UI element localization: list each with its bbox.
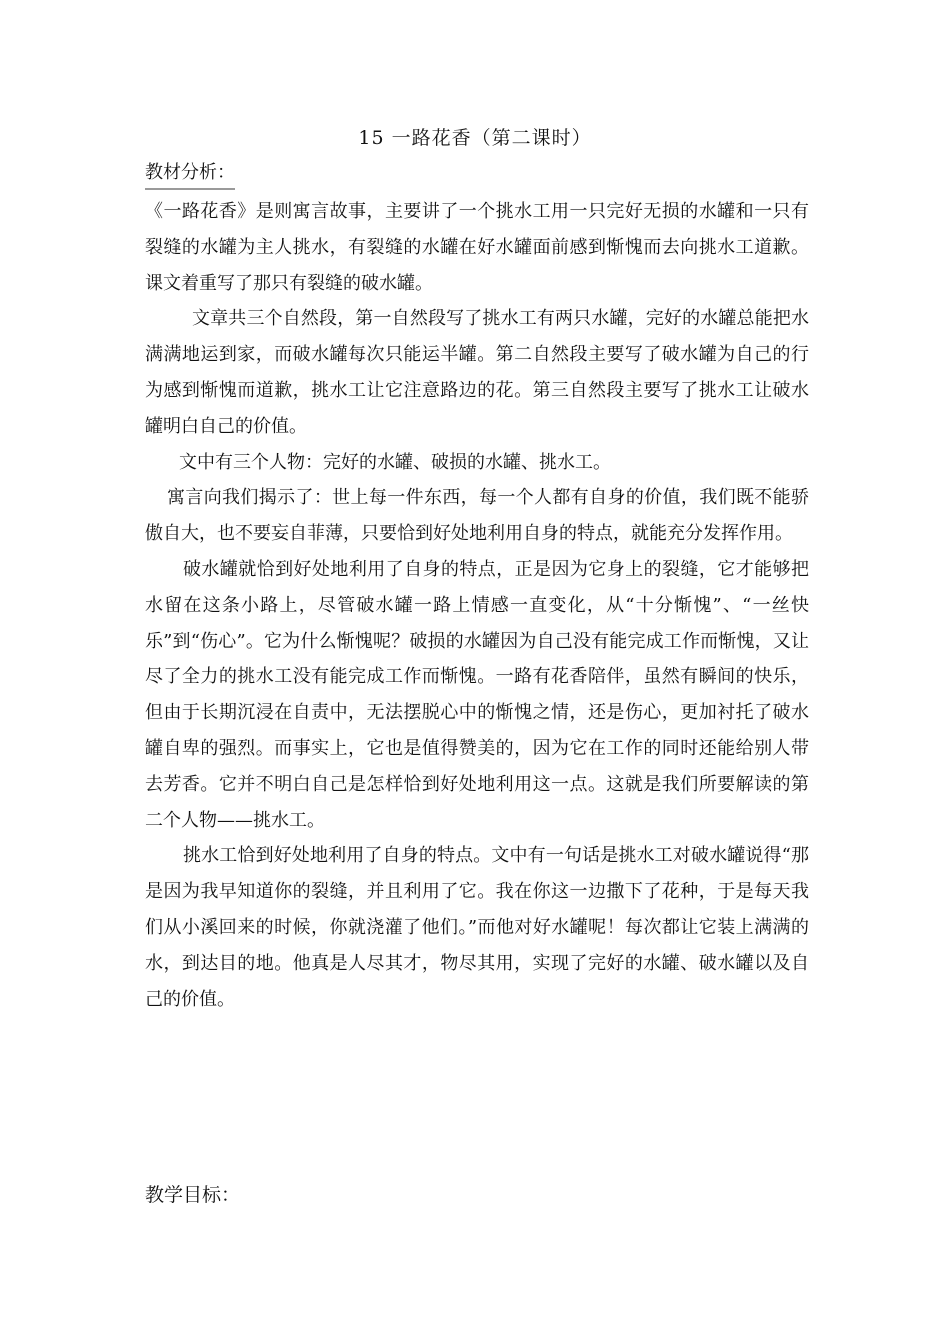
paragraph-characters: 文中有三个人物：完好的水罐、破损的水罐、挑水工。 <box>179 451 611 473</box>
analysis-body <box>145 194 809 1017</box>
lesson-title: 15 一路花香（第二课时） <box>358 127 592 149</box>
paragraph-moral: 寓言向我们揭示了：世上每一件东西，每一个人都有自身的价值，我们既不能骄傲自大，也不要妄自菲薄，只要恰到好处地利用自身的特点，就能充分发挥作用。 <box>145 487 809 545</box>
paragraph-intro: 《一路花香》是则寓言故事，主要讲了一个挑水工用一只完好无损的水罐和一只有裂缝的水罐为主人挑水，有裂缝的水罐在好水罐面前感到惭愧而去向挑水工道歉。课文着重写了那只有裂缝的破水罐。 <box>145 201 809 294</box>
paragraph-broken-pot: 破水罐就恰到好处地利用了自身的特点，正是因为它身上的裂缝，它才能够把水留在这条小路上，尽管破水罐一路上情感一直变化，从“十分惭愧”、“一丝快乐”到“伤心”。它为什么惭愧呢？破损的水罐因为自己没有能完成工作而惭愧，又让尽了全力的挑水工没有能完成工作而惭愧。一路有花香陪伴，虽然有瞬间的快乐，但由于长期沉浸在自责中，无法摆脱心中的惭愧之情，还是伤心，更加衬托了破水罐自卑的强烈。而事实上，它也是值得赞美的，因为它在工作的同时还能给别人带去芳香。它并不明白自己是怎样恰到好处地利用这一点。这就是我们所要解读的第二个人物——挑水工。 <box>145 558 809 831</box>
paragraph-water-carrier: 挑水工恰到好处地利用了自身的特点。文中有一句话是挑水工对破水罐说得“那是因为我早知道你的裂缝，并且利用了它。我在你这一边撒下了花种，于是每天我们从小溪回来的时候，你就浇灌了他们。”而他对好水罐呢！每次都让它装上满满的水，到达目的地。他真是人尽其才，物尽其用，实现了完好的水罐、破水罐以及自己的价值。 <box>145 845 809 1010</box>
goals-heading: 教学目标： <box>145 1184 241 1206</box>
analysis-heading: 教材分析： <box>145 160 235 190</box>
paragraph-structure: 文章共三个自然段，第一自然段写了挑水工有两只水罐，完好的水罐总能把水满满地运到家，而破水罐每次只能运半罐。第二自然段主要写了破水罐为自己的行为感到惭愧而道歉，挑水工让它注意路边的花。第三自然段主要写了挑水工让破水罐明白自己的价值。 <box>145 308 809 437</box>
